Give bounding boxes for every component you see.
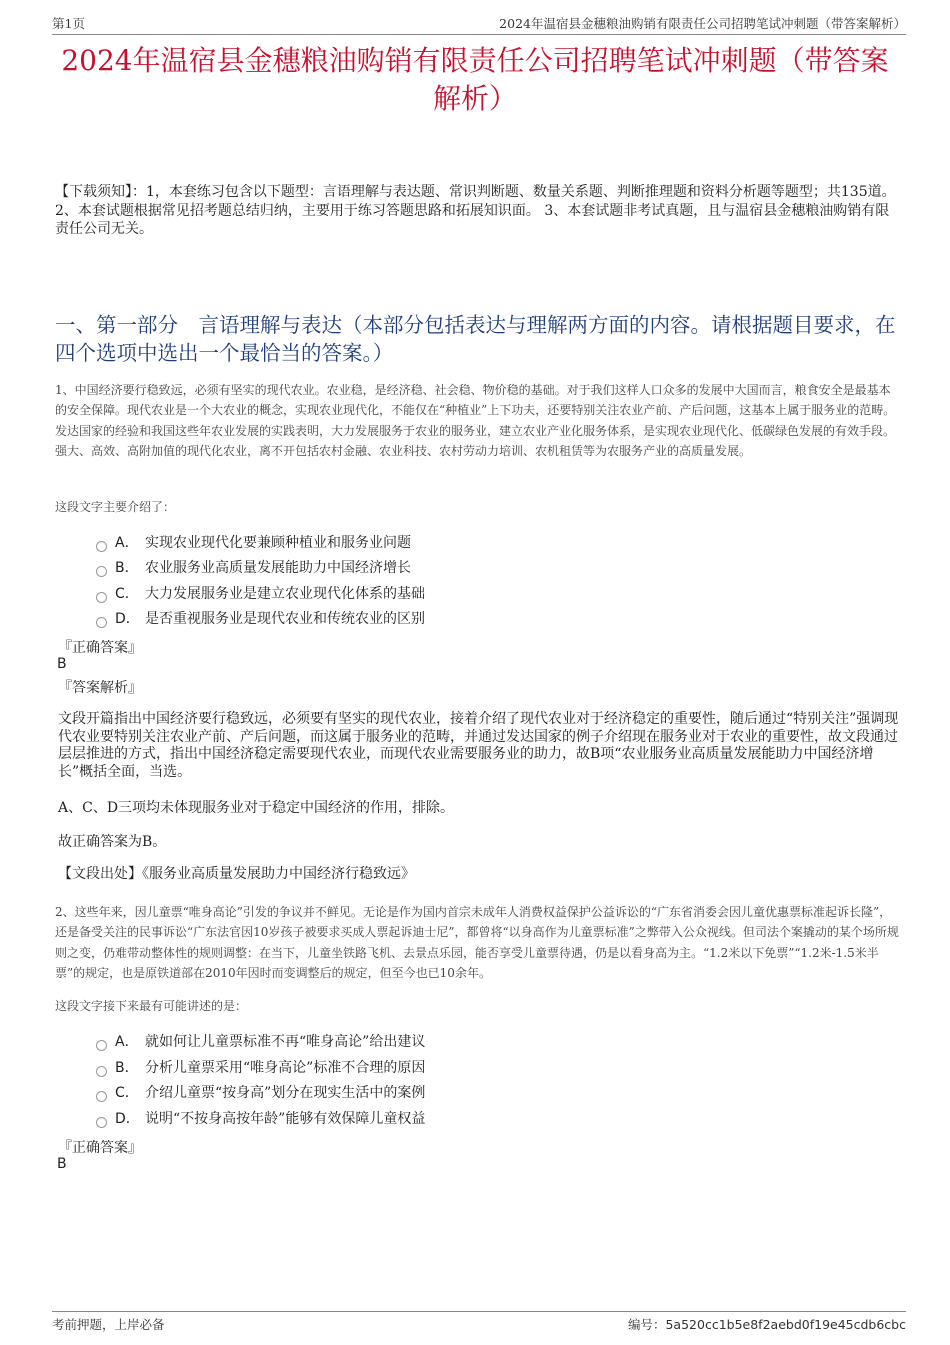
footer-slogan: 考前押题，上岸必备: [52, 1317, 165, 1332]
option-text: 介绍儿童票“按身高”划分在现实生活中的案例: [145, 1085, 426, 1101]
q2-answer-label: 『正确答案』: [58, 1140, 142, 1156]
q1-option-b[interactable]: [96, 557, 411, 577]
q1-answer-label: 『正确答案』: [58, 640, 142, 656]
q1-analysis-exclusion: A、C、D三项均未体现服务业对于稳定中国经济的作用，排除。: [58, 800, 455, 816]
option-text: 说明“不按身高按年龄”能够有效保障儿童权益: [145, 1111, 426, 1127]
option-text: 是否重视服务业是现代农业和传统农业的区别: [145, 611, 425, 627]
code-label: 编号：: [627, 1317, 666, 1332]
q1-analysis-paragraph: 文段开篇指出中国经济要行稳致远，必须要有坚实的现代农业，接着介绍了现代农业对于经济稳定的重要性，随后通过“特别关注”强调现代农业要特别关注农业产前、产后问题，而这属于服务业的范畴，并通过发达国家的例子介绍现在服务业对于农业的重要性，故文段通过层层推进的方式，指出中国经济稳定需要现代农业，而现代农业需要服务业的助力，故B项“农业服务业高质量发展能助力中国经济增长”概括全面，当选。: [58, 711, 899, 780]
radio-icon[interactable]: [96, 1066, 107, 1077]
option-letter: D．: [115, 1111, 140, 1127]
option-text: 实现农业现代化要兼顾种植业和服务业问题: [145, 535, 411, 551]
option-letter: A．: [115, 1034, 139, 1050]
option-letter: C．: [115, 1085, 139, 1101]
q1-option-c[interactable]: [96, 583, 425, 603]
q1-option-a[interactable]: [96, 532, 411, 552]
q1-analysis-label: 『答案解析』: [58, 680, 142, 696]
option-letter: C．: [115, 586, 139, 602]
page-number: 第1页: [52, 16, 85, 31]
q1-option-d[interactable]: [96, 608, 425, 628]
option-text: 农业服务业高质量发展能助力中国经济增长: [145, 560, 411, 576]
radio-icon[interactable]: [96, 592, 107, 603]
radio-icon[interactable]: [96, 566, 107, 577]
q1-answer: B: [57, 656, 67, 672]
option-text: 就如何让儿童票标准不再“唯身高论”给出建议: [145, 1034, 426, 1050]
footer-code: [628, 1315, 906, 1333]
q1-analysis-conclusion: 故正确答案为B。: [58, 834, 167, 850]
q1-question: 这段文字主要介绍了：: [55, 500, 176, 514]
page-header: [52, 14, 906, 35]
option-text: 分析儿童票采用“唯身高论”标准不合理的原因: [145, 1060, 426, 1076]
header-doc-title: 2024年温宿县金穗粮油购销有限责任公司招聘笔试冲刺题（带答案解析）: [499, 16, 906, 31]
q2-option-a[interactable]: [96, 1031, 425, 1051]
q2-question: 这段文字接下来最有可能讲述的是：: [55, 999, 248, 1013]
radio-icon[interactable]: [96, 617, 107, 628]
q1-source: 【文段出处】《服务业高质量发展助力中国经济行稳致远》: [58, 866, 415, 882]
q2-option-b[interactable]: [96, 1057, 425, 1077]
radio-icon[interactable]: [96, 1117, 107, 1128]
q2-passage: 2、这些年来，因儿童票“唯身高论”引发的争议并不鲜见。无论是作为国内首宗未成年人消费权益保护公益诉讼的“广东省消委会因儿童优惠票标准起诉长隆”，还是备受关注的民事诉讼“广东法官因10岁孩子被要求买成人票起诉迪士尼”，都曾将“以身高作为儿童票标准”之弊带入公众视线。但司法个案撬动的某个场所规则之变，仍难带动整体性的规则调整：在当下，儿童坐铁路飞机、去景点乐园，能否享受儿童票待遇，仍是以看身高为主。“1.2米以下免票”“1.2米-1.5米半票”的规定，也是原铁道部在2010年因时而变调整后的规定，但至今也已10余年。: [55, 905, 899, 980]
document-title: 2024年温宿县金穗粮油购销有限责任公司招聘笔试冲刺题（带答案解析）: [61, 44, 889, 115]
radio-icon[interactable]: [96, 1040, 107, 1051]
radio-icon[interactable]: [96, 541, 107, 552]
download-notice: 【下载须知】：1，本套练习包含以下题型：言语理解与表达题、常识判断题、数量关系题、判断推理题和资料分析题等题型；共135道。 2、本套试题根据常见招考题总结归纳，主要用于练习答题思路和拓展知识面。 3、本套试题非考试真题，且与温宿县金穗粮油购销有限责任公司无关。: [55, 184, 896, 237]
q1-passage: 1、中国经济要行稳致远，必须有坚实的现代农业。农业稳，是经济稳、社会稳、物价稳的基础。对于我们这样人口众多的发展中大国而言，粮食安全是最基本的安全保障。现代农业是一个大农业的概念，实现农业现代化，不能仅在“种植业”上下功夫，还要特别关注农业产前、产后问题，这基本上属于服务业的范畴。发达国家的经验和我国这些年农业发展的实践表明，大力发展服务于农业的服务业，建立农业产业化服务体系，是实现农业现代化、低碳绿色发展的有效手段。强大、高效、高附加值的现代化农业，离不开包括农村金融、农业科技、农村劳动力培训、农机租赁等为农服务产业的高质量发展。: [55, 383, 896, 458]
q2-option-d[interactable]: [96, 1108, 425, 1128]
option-letter: D．: [115, 611, 140, 627]
q2-answer: B: [57, 1156, 67, 1172]
option-text: 大力发展服务业是建立农业现代化体系的基础: [145, 586, 425, 602]
radio-icon[interactable]: [96, 1091, 107, 1102]
q2-option-c[interactable]: [96, 1082, 425, 1102]
section-title: 一、第一部分 言语理解与表达（本部分包括表达与理解两方面的内容。请根据题目要求，在四个选项中选出一个最恰当的答案。）: [55, 313, 896, 365]
option-letter: A．: [115, 535, 139, 551]
page-footer: [52, 1311, 906, 1334]
option-letter: B．: [115, 1060, 139, 1076]
option-letter: B．: [115, 560, 139, 576]
code-value: 5a520cc1b5e8f2aebd0f19e45cdb6cbc: [665, 1317, 906, 1332]
